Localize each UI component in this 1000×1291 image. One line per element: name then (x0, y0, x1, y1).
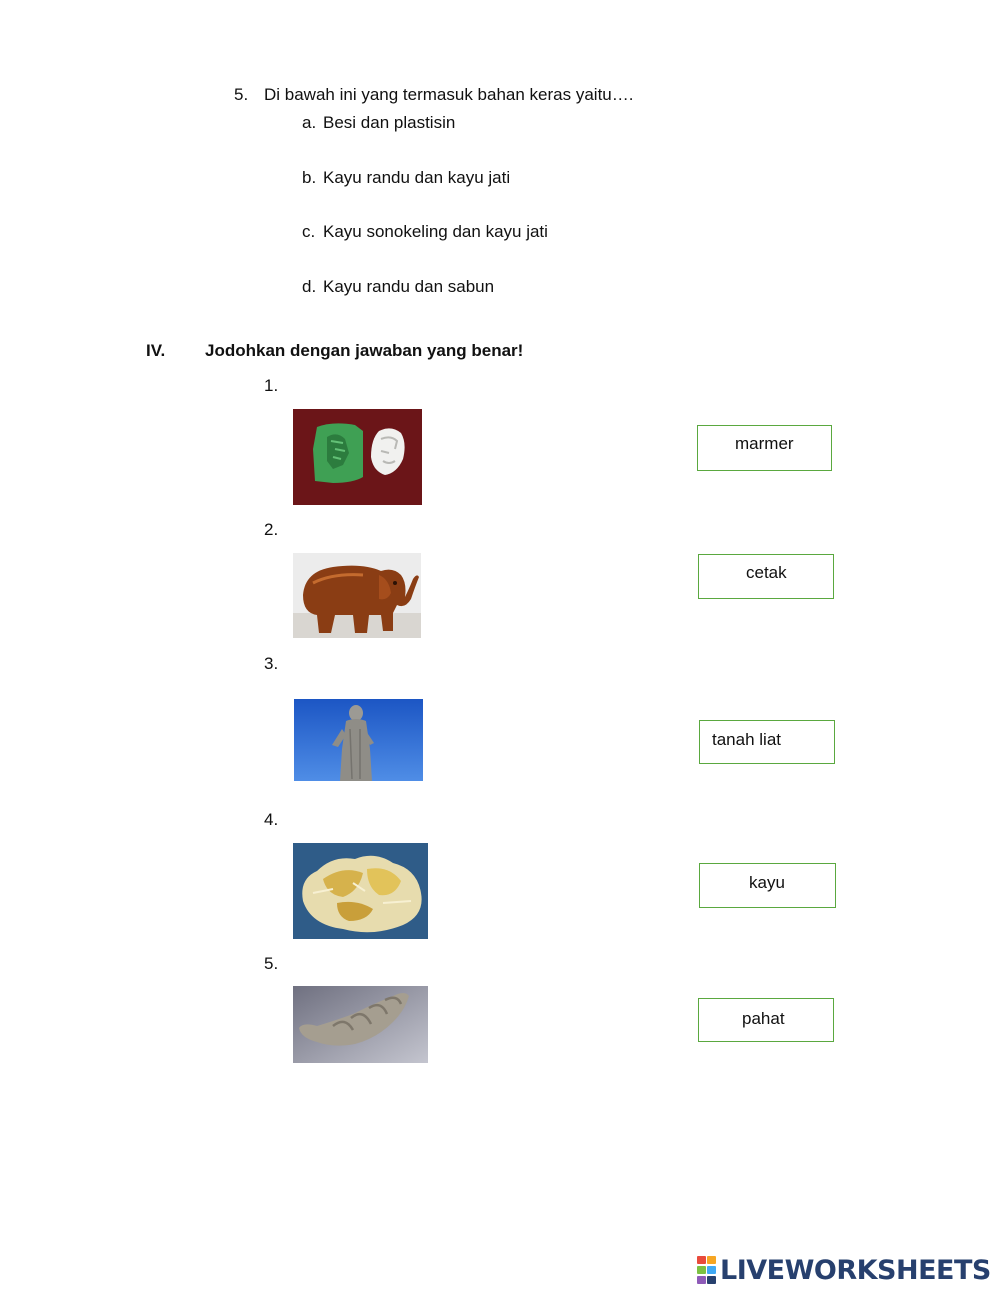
option-letter-b: b. (302, 168, 317, 187)
clay-shell-image (293, 986, 428, 1063)
answer-box-3[interactable] (699, 720, 835, 764)
liveworksheets-logo[interactable] (697, 1254, 991, 1286)
question-number: 5. (234, 85, 249, 104)
option-letter-d: d. (302, 277, 317, 296)
answer-label-3: tanah liat (712, 730, 781, 749)
section-title: Jodohkan dengan jawaban yang benar! (205, 341, 524, 360)
logo-square (707, 1266, 716, 1274)
option-letter-c: c. (302, 222, 316, 241)
answer-label-2: cetak (746, 563, 787, 582)
answer-label-1: marmer (735, 434, 794, 453)
item-number-3: 3. (264, 654, 279, 673)
buddha-statue-image (294, 699, 423, 781)
logo-square (697, 1266, 706, 1274)
logo-square (697, 1256, 706, 1264)
item-number-2: 2. (264, 520, 279, 539)
logo-square (707, 1276, 716, 1284)
logo-mark-icon (697, 1256, 716, 1285)
crystal-rock-image (293, 843, 428, 939)
option-letter-a: a. (302, 113, 317, 132)
option-text-c[interactable]: Kayu sonokeling dan kayu jati (323, 222, 548, 241)
carved-faces-image (293, 409, 422, 505)
logo-square (697, 1276, 706, 1284)
logo-text: LIVEWORKSHEETS (720, 1254, 991, 1286)
option-text-b[interactable]: Kayu randu dan kayu jati (323, 168, 511, 187)
answer-box-5[interactable] (698, 998, 834, 1042)
answer-box-1[interactable] (697, 425, 832, 471)
logo-square (707, 1256, 716, 1264)
answer-label-5: pahat (742, 1009, 785, 1028)
item-number-1: 1. (264, 376, 279, 395)
answer-box-4[interactable] (699, 863, 836, 908)
option-text-d[interactable]: Kayu randu dan sabun (323, 277, 495, 296)
question-text: Di bawah ini yang termasuk bahan keras yaitu…. (264, 85, 634, 104)
wooden-elephant-image (293, 553, 421, 638)
item-number-4: 4. (264, 810, 279, 829)
item-number-5: 5. (264, 954, 279, 973)
option-text-a[interactable]: Besi dan plastisin (323, 113, 456, 132)
answer-box-2[interactable] (698, 554, 834, 599)
section-numeral: IV. (146, 341, 166, 360)
answer-label-4: kayu (749, 873, 785, 892)
